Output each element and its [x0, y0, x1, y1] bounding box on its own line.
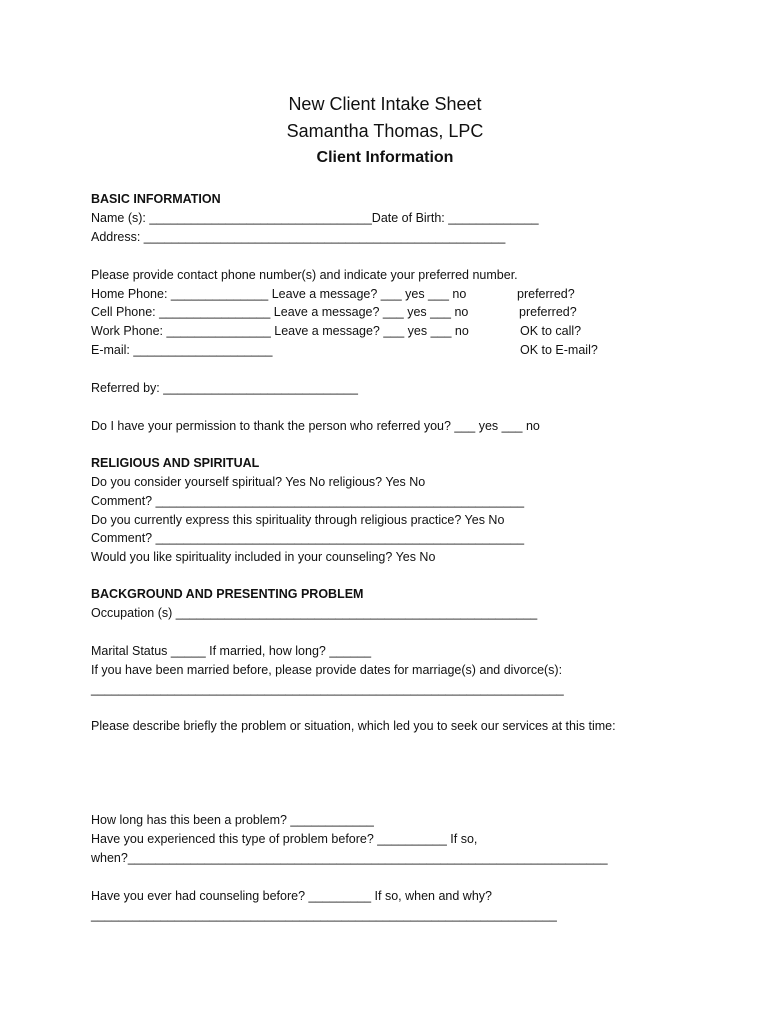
counseling-details-field[interactable]: ___________________________________________________________________ — [91, 908, 557, 922]
work-ok-to-call-label: OK to call? — [520, 324, 582, 338]
background-heading: BACKGROUND AND PRESENTING PROBLEM — [91, 587, 364, 601]
religious-practice-question[interactable]: Do you currently express this spirituality through religious practice? Yes No — [91, 513, 505, 527]
spirituality-counseling-question[interactable]: Would you like spirituality included in your counseling? Yes No — [91, 550, 436, 564]
occupation-field[interactable]: Occupation (s) ____________________________________________________ — [91, 606, 538, 620]
permission-question[interactable]: Do I have your permission to thank the person who referred you? ___ yes ___ no — [91, 419, 540, 433]
document-title: New Client Intake Sheet — [288, 94, 482, 114]
spiritual-comment-field[interactable]: Comment? _____________________________________________________ — [91, 494, 525, 508]
problem-duration-field[interactable]: How long has this been a problem? ____________ — [91, 813, 374, 827]
experienced-before-field[interactable]: Have you experienced this type of problem before? __________ If so, — [91, 832, 478, 846]
section-title: Client Information — [316, 149, 454, 166]
referred-by-field[interactable]: Referred by: ____________________________ — [91, 381, 358, 395]
ok-to-email-label: OK to E-mail? — [520, 343, 598, 357]
practice-comment-field[interactable]: Comment? _____________________________________________________ — [91, 531, 525, 545]
email-field[interactable]: E-mail: ____________________ — [91, 343, 273, 357]
when-field[interactable]: when?_____________________________________________________________________ — [91, 851, 608, 865]
marital-status-field[interactable]: Marital Status _____ If married, how long? ______ — [91, 644, 372, 658]
previous-marriage-prompt: If you have been married before, please provide dates for marriage(s) and divorce(s): — [91, 663, 563, 677]
marriage-dates-field[interactable]: ____________________________________________________________________ — [91, 682, 564, 696]
work-phone-field[interactable]: Work Phone: _______________ Leave a message? ___ yes ___ no — [91, 324, 469, 338]
religious-spiritual-heading: RELIGIOUS AND SPIRITUAL — [91, 456, 260, 470]
phone-instructions: Please provide contact phone number(s) and indicate your preferred number. — [91, 268, 518, 282]
provider-name: Samantha Thomas, LPC — [286, 121, 484, 141]
home-preferred-label: preferred? — [517, 287, 575, 301]
cell-preferred-label: preferred? — [519, 305, 577, 319]
home-phone-field[interactable]: Home Phone: ______________ Leave a message? ___ yes ___ no — [91, 287, 467, 301]
address-field[interactable]: Address: ____________________________________________________ — [91, 230, 506, 244]
basic-information-heading: BASIC INFORMATION — [91, 192, 221, 206]
spiritual-question[interactable]: Do you consider yourself spiritual? Yes No religious? Yes No — [91, 475, 426, 489]
prior-counseling-field[interactable]: Have you ever had counseling before? _________ If so, when and why? — [91, 889, 492, 903]
cell-phone-field[interactable]: Cell Phone: ________________ Leave a message? ___ yes ___ no — [91, 305, 469, 319]
problem-description-prompt: Please describe briefly the problem or situation, which led you to seek our services at this time: — [91, 719, 616, 733]
name-dob-field[interactable]: Name (s): ________________________________Date of Birth: _____________ — [91, 211, 539, 225]
